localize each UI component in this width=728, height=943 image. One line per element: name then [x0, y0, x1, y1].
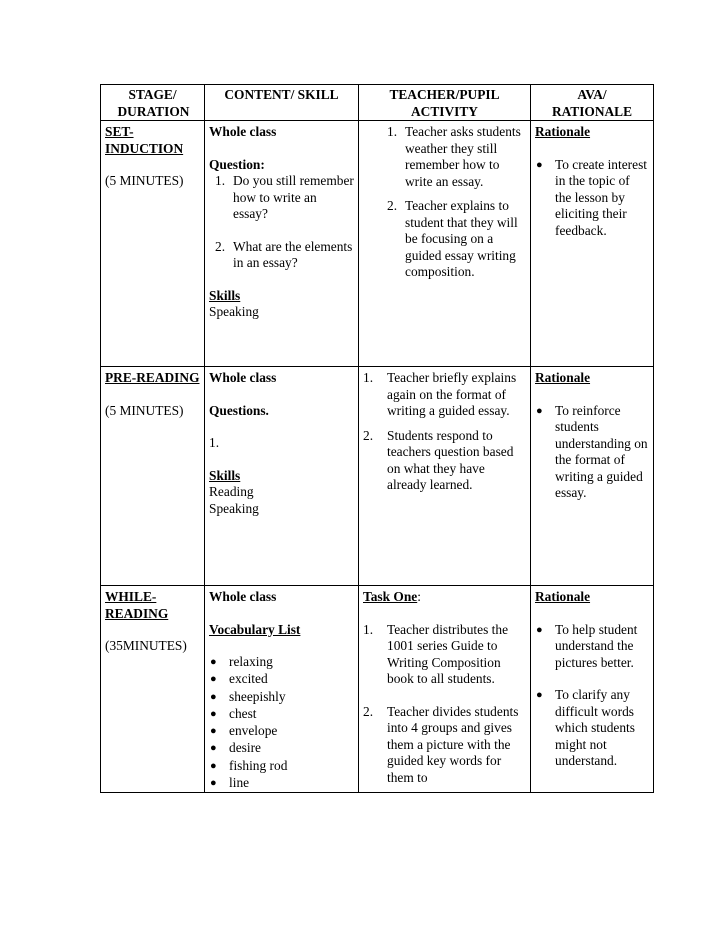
table-row — [101, 367, 654, 586]
activity-cell — [359, 586, 531, 793]
task-heading: Task One: — [363, 589, 421, 604]
rationale-cell — [531, 121, 654, 367]
rationale-label: Rationale — [535, 370, 591, 385]
skills-label: Skills — [209, 287, 241, 303]
list-item: 1. Teacher briefly explains again on the format of writing a guided essay. — [363, 370, 517, 418]
bullet-icon: ● — [536, 689, 543, 701]
bullet-icon: ● — [210, 777, 217, 790]
group-label: Whole class — [209, 589, 277, 604]
bullet-icon: ● — [210, 759, 217, 772]
stage-cell — [101, 586, 205, 793]
skill-item: Speaking — [209, 500, 259, 516]
activity-cell — [359, 367, 531, 586]
bullet-icon: ● — [210, 656, 217, 668]
bullet-icon: ● — [210, 725, 217, 738]
rationale-list — [535, 157, 649, 240]
list-item: ● sheepishly — [210, 688, 286, 704]
list-item: ● To help student understand the pictures better. — [536, 621, 638, 670]
list-item: ● relaxing — [210, 654, 273, 669]
list-item: ● desire — [210, 740, 261, 756]
rationale-list — [535, 622, 649, 770]
content-cell — [205, 586, 359, 793]
header-stage: STAGE/ DURATION — [101, 85, 205, 121]
list-item: 2. Teacher divides students into 4 groups and gives them a picture with the guided key words for them to — [363, 703, 519, 785]
question-label: Questions. — [209, 402, 269, 418]
rationale-label: Rationale — [535, 589, 591, 604]
activity-list — [363, 370, 526, 494]
list-item: ● fishing rod — [210, 757, 288, 773]
table-row — [101, 121, 654, 367]
vocab-list — [209, 654, 354, 792]
stage-cell — [101, 367, 205, 586]
lesson-plan-table — [100, 84, 654, 793]
skills-label: Skills — [209, 467, 241, 483]
activity-cell — [359, 121, 531, 367]
stage-cell — [101, 121, 205, 367]
header-content: CONTENT/ SKILL — [205, 85, 359, 121]
vocab-label: Vocabulary List — [209, 621, 301, 637]
question-label: Question: — [209, 156, 265, 172]
bullet-icon: ● — [536, 158, 543, 171]
group-label: Whole class — [209, 124, 277, 139]
list-item: ● To create interest in the topic of the lesson by eliciting their feedback. — [536, 156, 648, 238]
stage-duration: (5 MINUTES) — [105, 402, 184, 418]
stage-name: WHILE-READING — [105, 589, 169, 621]
list-item: ● chest — [210, 705, 257, 721]
list-item: 1. Teacher distributes the 1001 series Guide to Writing Composition book to all students. — [363, 621, 509, 686]
list-item: 2. Students respond to teachers question based on what they have already learned. — [363, 427, 514, 492]
activity-list — [363, 622, 526, 787]
list-item: ● excited — [210, 671, 268, 687]
bullet-icon: ● — [210, 673, 217, 686]
activity-list — [363, 124, 526, 281]
rationale-list — [535, 403, 649, 502]
content-cell — [205, 121, 359, 367]
stage-duration: (5 MINUTES) — [105, 173, 184, 188]
rationale-cell — [531, 367, 654, 586]
group-label: Whole class — [209, 370, 277, 385]
skill-item: Reading — [209, 484, 254, 499]
rationale-cell — [531, 586, 654, 793]
content-cell — [205, 367, 359, 586]
list-item: 1. Do you still remember how to write an essay? — [215, 173, 354, 221]
bullet-icon: ● — [210, 707, 217, 720]
list-item: ● envelope — [210, 723, 278, 739]
bullet-icon: ● — [536, 404, 543, 417]
stage-name: PRE-READING — [105, 370, 200, 385]
header-rationale: AVA/ RATIONALE — [531, 85, 654, 121]
stage-duration: (35MINUTES) — [105, 638, 187, 653]
list-item: ● To clarify any difficult words which students might not understand. — [536, 687, 635, 768]
list-item: 1. Teacher asks students weather they still remember how to write an essay. — [387, 124, 521, 189]
stage-name: SET-INDUCTION — [105, 124, 184, 156]
table-row — [101, 586, 654, 793]
list-item: ● To reinforce students understanding on the format of writing a guided essay. — [536, 402, 648, 500]
rationale-label: Rationale — [535, 124, 591, 139]
list-item: 2. What are the elements in an essay? — [215, 238, 353, 270]
skill-item: Speaking — [209, 304, 259, 319]
question-item: 1. — [209, 435, 220, 450]
bullet-icon: ● — [210, 742, 217, 755]
list-item: 2. Teacher explains to student that they will be focusing on a guided essay writing composition. — [387, 198, 518, 279]
bullet-icon: ● — [536, 623, 543, 636]
list-item: ● line — [210, 775, 250, 791]
bullet-icon: ● — [210, 690, 217, 703]
table-header-row — [101, 85, 654, 121]
header-activity: TEACHER/PUPIL ACTIVITY — [359, 85, 531, 121]
question-list — [209, 173, 354, 272]
